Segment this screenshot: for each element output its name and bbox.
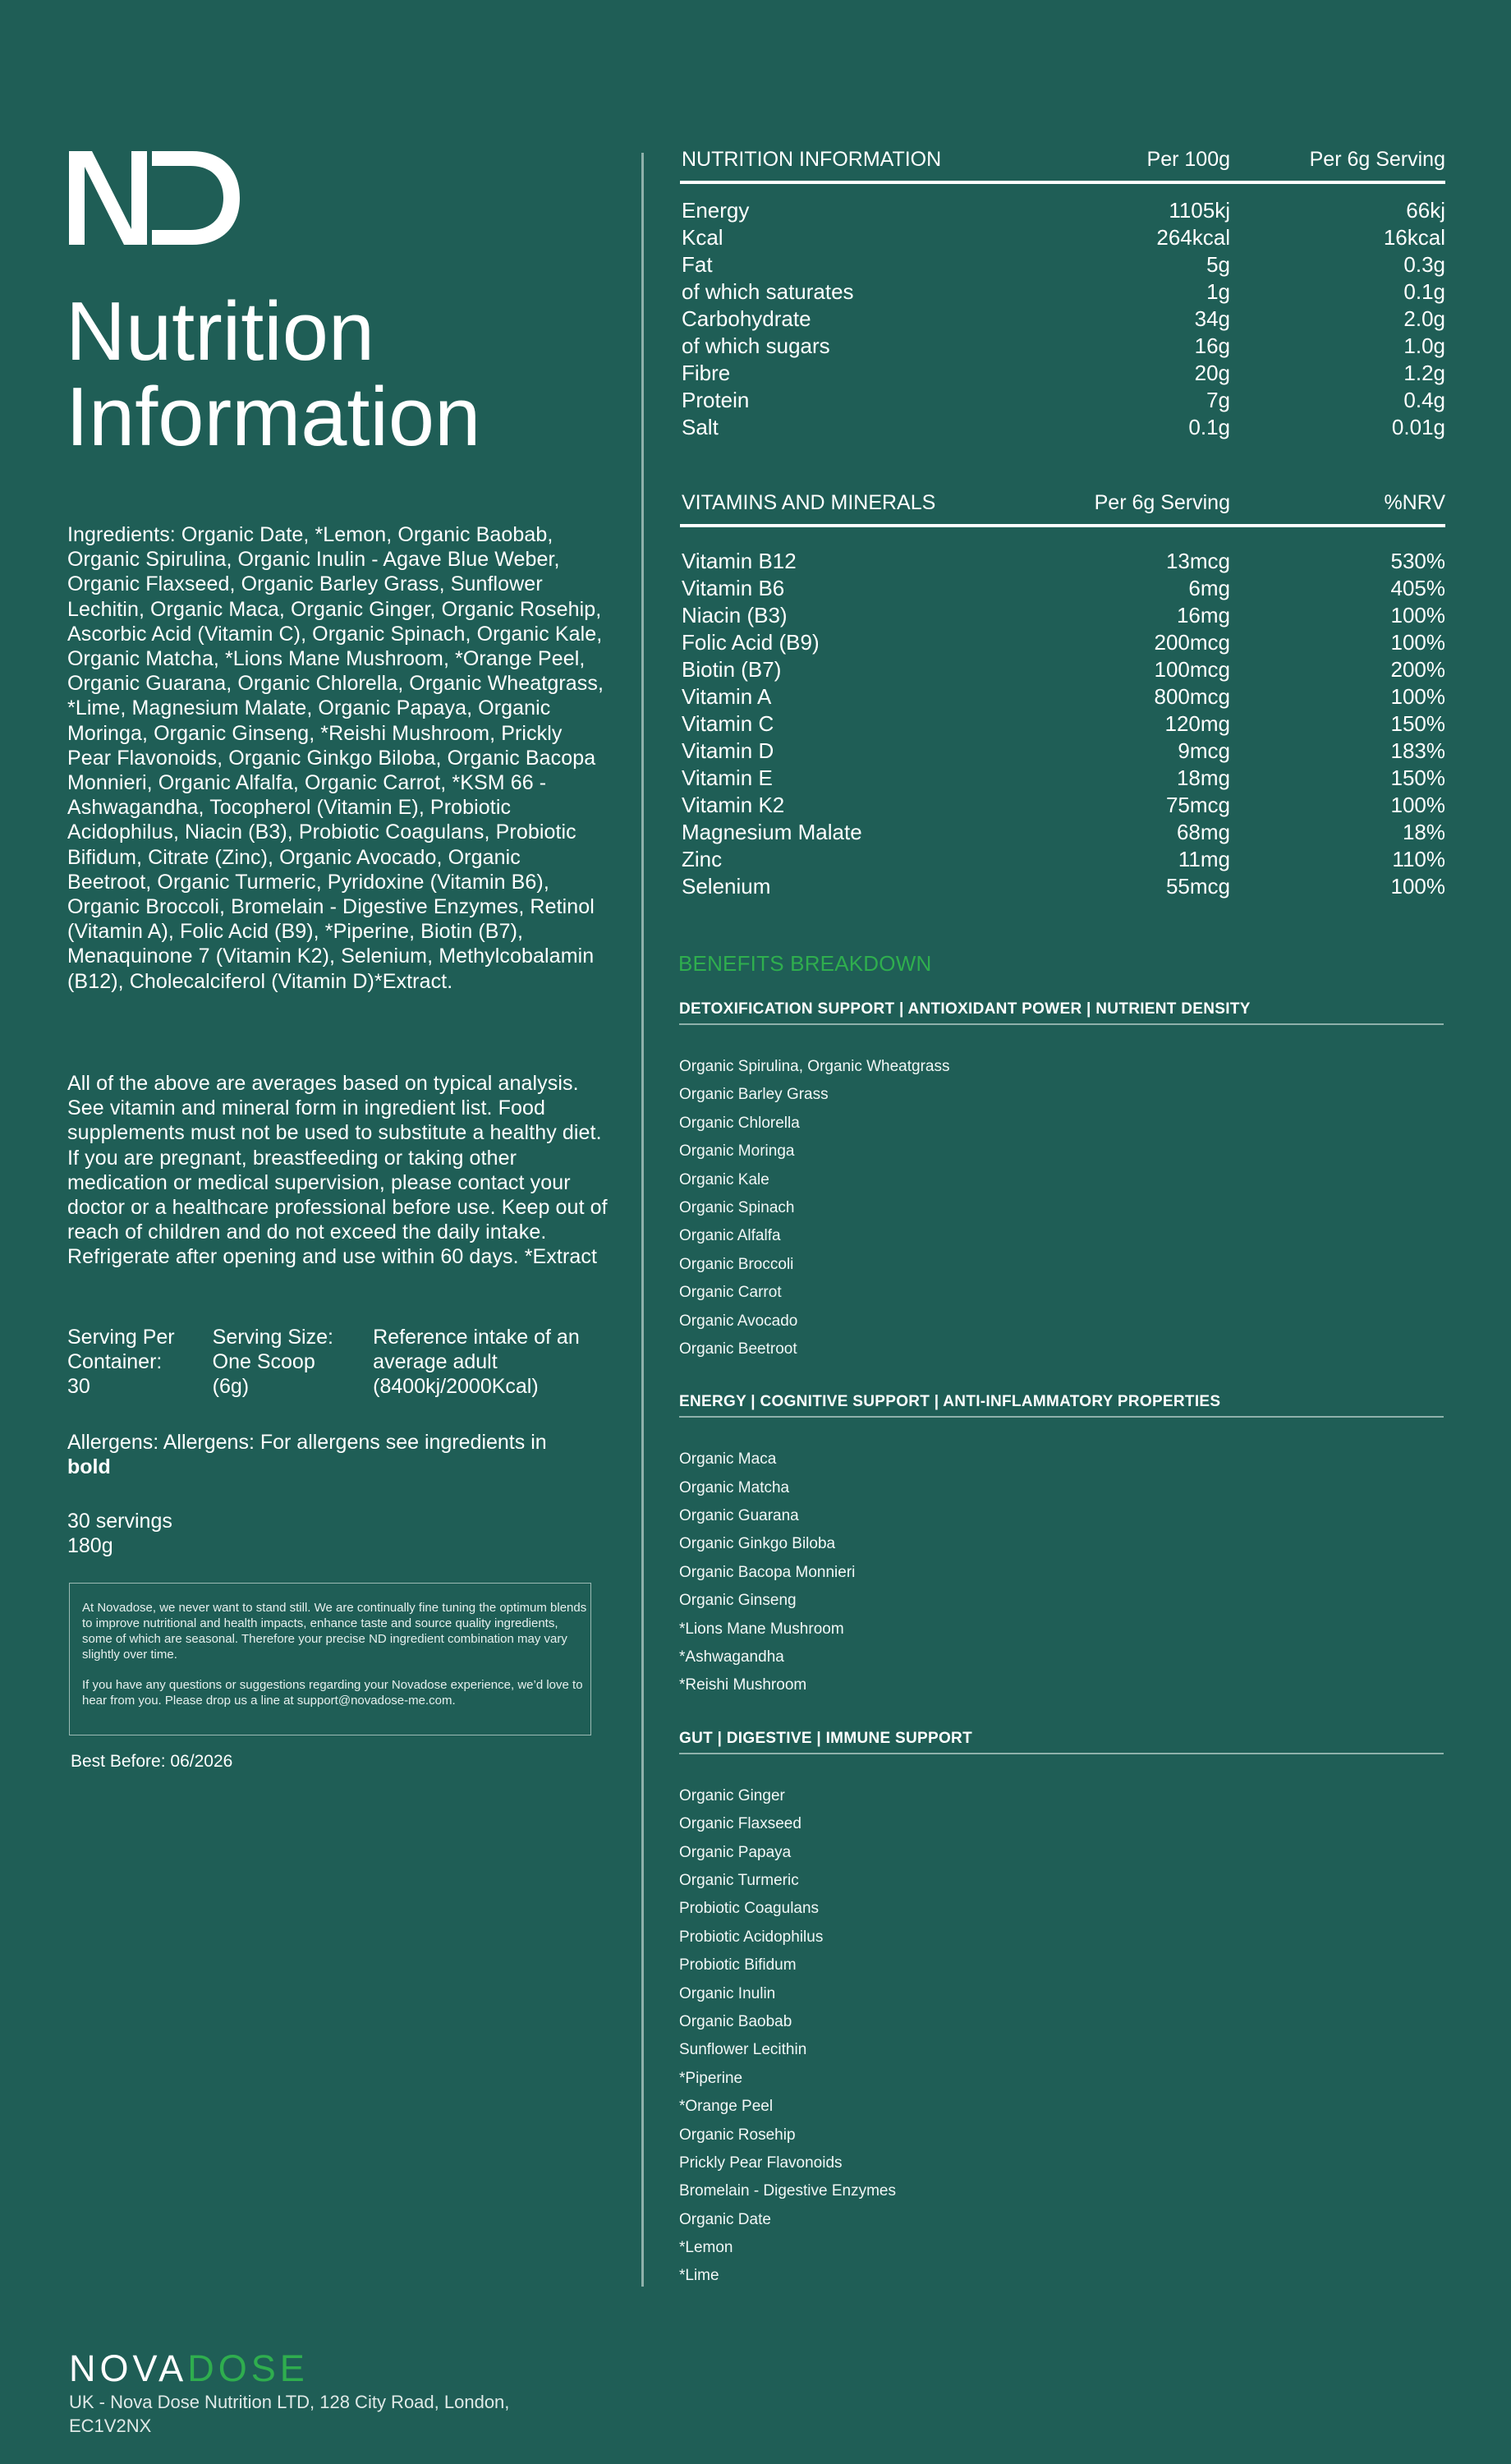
row-label: Vitamin A: [682, 684, 772, 709]
benefit-item: Organic Chlorella: [679, 1114, 800, 1132]
nd-logo: [69, 151, 240, 245]
benefit-item: Organic Flaxseed: [679, 1815, 801, 1833]
net-weight: 180g: [67, 1534, 113, 1558]
ingredients-text: Ingredients: Organic Date, *Lemon, Organic Baobab, Organic Spirulina, Organic Inulin - Agave Blue Weber, Organic Flaxseed, Organic Barley Grass, Sunflower Lechitin, Organic Maca, Organic Ginger, Organic Rosehip, Ascorbic Acid (Vitamin C), Organic Spinach, Organic Kale, Organic Matcha, *Lions Mane Mushroom, *Orange Peel, Organic Guarana, Organic Chlorella, Organic Wheatgrass, *Lime, Magnesium Malate, Organic Papaya, Organic Moringa, Organic Ginseng, *Reishi Mushroom, Prickly Pear Flavonoids, Organic Ginkgo Biloba, Organic Bacopa Monnieri, Organic Alfalfa, Organic Carrot, *KSM 66 - Ashwagandha, Tocopherol (Vitamin E), Probiotic Acidophilus, Niacin (B3), Probiotic Coagulans, Probiotic Bifidum, Citrate (Zinc), Organic Avocado, Organic Beetroot, Organic Turmeric, Pyridoxine (Vitamin B6), Organic Broccoli, Bromelain - Digestive Enzymes, Retinol (Vitamin A), Folic Acid (B9), *Piperine, Biotin (B7), Menaquinone 7 (Vitamin K2), Selenium, Methylcobalamin (B12), Cholecalciferol (Vitamin D)*Extract.: [67, 523, 604, 993]
benefit-item: Bromelain - Digestive Enzymes: [679, 2182, 896, 2200]
nutrition-row: [680, 306, 1445, 333]
vitamin-row: [680, 603, 1445, 630]
vitamin-row: [680, 684, 1445, 711]
row-label: Vitamin E: [682, 765, 773, 790]
row-value-1: 100mcg: [1154, 657, 1230, 682]
nutrition-row: [680, 388, 1445, 415]
servings-count: 30 servings: [67, 1510, 172, 1533]
row-value-2: 110%: [1392, 847, 1445, 871]
benefit-item: Probiotic Acidophilus: [679, 1928, 824, 1946]
row-value-2: 0.01g: [1391, 415, 1445, 439]
vitamin-row: [680, 847, 1445, 874]
row-value-2: 0.4g: [1403, 388, 1445, 412]
benefit-item: Organic Avocado: [679, 1312, 798, 1330]
vitamins-table: [680, 491, 1445, 901]
row-value-2: 1.2g: [1403, 361, 1445, 385]
benefit-item: Organic Date: [679, 2210, 771, 2228]
benefit-item: Organic Matcha: [679, 1478, 790, 1496]
benefit-item: *Ashwagandha: [679, 1648, 784, 1666]
nutrition-table: [680, 148, 1445, 442]
row-value-1: 1g: [1206, 279, 1230, 304]
row-value-2: 100%: [1390, 793, 1445, 817]
disclaimer-text: All of the above are averages based on typical analysis. See vitamin and mineral form in ingredient list. Food supplements must not be used to substitute a healthy diet. If you are pregnant, breastfeeding or taking other medication or medical supervision, please contact your doctor or a healthcare professional before use. Keep out of reach of children and do not exceed the daily intake. Refrigerate after opening and use within 60 days. *Extract: [67, 1072, 608, 1269]
benefit-item: *Lime: [679, 2267, 719, 2285]
vitamin-row: [680, 630, 1445, 657]
benefit-item: Organic Beetroot: [679, 1340, 797, 1358]
row-value-1: 7g: [1206, 388, 1230, 412]
wordmark-nova: NOVA: [69, 2347, 188, 2389]
benefit-item: Organic Inulin: [679, 1984, 776, 2002]
best-before: Best Before: 06/2026: [71, 1752, 233, 1771]
row-label: Salt: [682, 415, 719, 439]
row-value-1: 1105kj: [1169, 198, 1230, 223]
benefit-group: [678, 1000, 1444, 1363]
vitamin-row: [680, 549, 1445, 576]
benefit-item: Sunflower Lecithin: [679, 2041, 807, 2059]
row-value-1: 0.1g: [1188, 415, 1230, 439]
row-value-1: 34g: [1194, 306, 1230, 331]
benefit-item: Organic Guarana: [679, 1507, 799, 1525]
row-label: Zinc: [682, 847, 723, 871]
nutrition-row: [680, 415, 1445, 442]
benefit-item: Organic Spirulina, Organic Wheatgrass: [679, 1058, 950, 1075]
row-label: Vitamin C: [682, 711, 774, 736]
nutrition-table-header: [680, 148, 1445, 182]
benefit-item: *Piperine: [679, 2069, 743, 2087]
row-label: Niacin (B3): [682, 603, 788, 627]
vitamins-table-title: VITAMINS AND MINERALS: [682, 491, 936, 514]
row-value-1: 55mcg: [1165, 874, 1230, 899]
row-value-2: 183%: [1390, 738, 1445, 763]
nutrition-table-title: NUTRITION INFORMATION: [682, 148, 942, 171]
novadose-wordmark: [69, 2347, 309, 2389]
row-value-2: 100%: [1390, 874, 1445, 899]
row-value-1: 16g: [1194, 333, 1230, 358]
col-per-serving: Per 6g Serving: [1309, 148, 1445, 171]
benefit-item: *Reishi Mushroom: [679, 1676, 807, 1694]
benefits-title: BENEFITS BREAKDOWN: [678, 951, 932, 976]
row-label: Energy: [682, 198, 750, 223]
row-value-1: 16mg: [1176, 603, 1230, 627]
nutrition-row: [680, 333, 1445, 361]
row-value-1: 11mg: [1178, 847, 1230, 871]
benefit-item: Organic Baobab: [679, 2012, 792, 2030]
vitamin-row: [680, 874, 1445, 901]
notice-box: [69, 1583, 591, 1735]
row-label: Vitamin K2: [682, 793, 785, 817]
nutrition-row: [680, 252, 1445, 279]
row-value-2: 1.0g: [1403, 333, 1445, 358]
row-value-1: 5g: [1206, 252, 1230, 277]
pack-size: [67, 1509, 172, 1558]
benefit-item: *Lemon: [679, 2239, 733, 2257]
row-label: Fibre: [682, 361, 731, 385]
benefit-item: Organic Maca: [679, 1450, 777, 1469]
row-value-1: 20g: [1194, 361, 1230, 385]
allergens-bold-word: bold: [67, 1455, 111, 1479]
row-value-2: 150%: [1390, 711, 1445, 736]
allergens-statement: Allergens: Allergens: For allergens see ingredients in bold: [67, 1431, 547, 1479]
vitamin-row: [680, 793, 1445, 820]
row-label: of which saturates: [682, 279, 854, 304]
row-value-2: 66kj: [1406, 198, 1445, 223]
row-label: Protein: [682, 388, 750, 412]
vitamin-row: [680, 657, 1445, 684]
row-label: Magnesium Malate: [682, 820, 862, 844]
row-label: Selenium: [682, 874, 771, 899]
benefit-item: Prickly Pear Flavonoids: [679, 2154, 843, 2172]
row-value-2: 530%: [1390, 549, 1445, 573]
nutrition-row: [680, 279, 1445, 306]
benefit-item: Organic Kale: [679, 1170, 769, 1188]
nutrition-row: [680, 225, 1445, 252]
vitamin-row: [680, 765, 1445, 793]
row-value-2: 200%: [1390, 657, 1445, 682]
benefit-item: Organic Papaya: [679, 1843, 792, 1861]
row-value-1: 6mg: [1188, 576, 1230, 600]
header-rule: [680, 524, 1445, 527]
row-label: Biotin (B7): [682, 657, 782, 682]
vitamins-table-header: [680, 491, 1445, 526]
reference-intake: Reference intake of an average adult (8400kj/2000Kcal): [373, 1326, 580, 1399]
benefit-list: [678, 1053, 1444, 1363]
row-label: Vitamin D: [682, 738, 774, 763]
row-value-1: 18mg: [1176, 765, 1230, 790]
benefit-group: [678, 1393, 1444, 1700]
row-value-2: 16kcal: [1383, 225, 1445, 250]
benefit-item: *Lions Mane Mushroom: [679, 1620, 844, 1638]
notice-paragraph-2: If you have any questions or suggestions regarding your Novadose experience, we’d love to hear from you. Please drop us a line at support@novadose-me.com.: [82, 1678, 583, 1708]
row-value-1: 75mcg: [1165, 793, 1230, 817]
vitamin-row: [680, 738, 1445, 765]
benefit-item: Organic Moringa: [679, 1142, 795, 1161]
benefit-item: Organic Rosehip: [679, 2126, 796, 2144]
row-value-2: 100%: [1390, 630, 1445, 655]
benefit-item: Organic Broccoli: [679, 1255, 794, 1273]
row-label: Fat: [682, 252, 713, 277]
serving-size: Serving Size: One Scoop (6g): [212, 1326, 333, 1399]
row-value-2: 405%: [1390, 576, 1445, 600]
nutrition-row: [680, 361, 1445, 388]
benefit-item: Organic Barley Grass: [679, 1086, 829, 1104]
col-per-100g: Per 100g: [1146, 148, 1230, 171]
row-value-1: 120mg: [1164, 711, 1230, 736]
row-value-2: 2.0g: [1403, 306, 1445, 331]
wordmark-dose: DOSE: [187, 2347, 309, 2389]
benefit-item: Organic Spinach: [679, 1198, 795, 1216]
row-value-2: 100%: [1390, 603, 1445, 627]
benefit-group: [678, 1730, 1444, 2291]
benefit-item: Organic Turmeric: [679, 1871, 799, 1889]
notice-paragraph-1: At Novadose, we never want to stand still. We are continually fine tuning the optimum blends to improve nutritional and health impacts, enhance taste and source quality ingredients, some of which are seasonal. Therefore your precise ND ingredient combination may vary slightly over time.: [82, 1601, 587, 1662]
company-address: UK - Nova Dose Nutrition LTD, 128 City Road, London, EC1V2NX: [69, 2392, 510, 2436]
benefit-item: Organic Ginger: [679, 1786, 785, 1804]
serving-info: [67, 1325, 609, 1400]
column-divider: [641, 153, 644, 2287]
row-value-2: 0.3g: [1403, 252, 1445, 277]
benefit-item: Organic Alfalfa: [679, 1227, 781, 1245]
benefit-group-heading: DETOXIFICATION SUPPORT | ANTIOXIDANT POWER | NUTRIENT DENSITY: [679, 1000, 1444, 1025]
nutrition-row: [680, 198, 1445, 225]
col-per-serving: Per 6g Serving: [1094, 491, 1230, 514]
page-title: [66, 286, 481, 463]
row-value-1: 200mcg: [1154, 630, 1230, 655]
row-value-2: 18%: [1402, 820, 1445, 844]
row-value-1: 9mcg: [1178, 738, 1230, 763]
row-value-2: 0.1g: [1403, 279, 1445, 304]
row-label: Folic Acid (B9): [682, 630, 820, 655]
row-label: Kcal: [682, 225, 723, 250]
title-line-1: Nutrition: [66, 286, 375, 378]
row-value-2: 150%: [1390, 765, 1445, 790]
row-value-1: 68mg: [1176, 820, 1230, 844]
row-value-1: 264kcal: [1156, 225, 1230, 250]
benefit-group-heading: ENERGY | COGNITIVE SUPPORT | ANTI-INFLAMMATORY PROPERTIES: [679, 1393, 1444, 1418]
row-label: Vitamin B12: [682, 549, 797, 573]
vitamin-row: [680, 820, 1445, 847]
benefit-item: Organic Ginkgo Biloba: [679, 1535, 836, 1553]
benefit-item: Organic Bacopa Monnieri: [679, 1563, 856, 1581]
title-line-2: Information: [66, 371, 481, 463]
row-value-2: 100%: [1390, 684, 1445, 709]
benefits-breakdown: [678, 951, 1444, 2320]
vitamin-row: [680, 576, 1445, 603]
benefit-item: Organic Ginseng: [679, 1592, 797, 1610]
row-value-1: 13mcg: [1165, 549, 1230, 573]
benefit-item: Probiotic Coagulans: [679, 1900, 820, 1918]
benefit-list: [678, 1446, 1444, 1700]
vitamin-row: [680, 711, 1445, 738]
servings-per-container: Serving Per Container: 30: [67, 1326, 175, 1399]
benefit-item: *Orange Peel: [679, 2098, 774, 2116]
benefit-group-heading: GUT | DIGESTIVE | IMMUNE SUPPORT: [679, 1730, 1444, 1754]
row-label: of which sugars: [682, 333, 830, 358]
benefit-list: [678, 1782, 1444, 2291]
benefit-item: Organic Carrot: [679, 1284, 782, 1302]
col-nrv: %NRV: [1384, 491, 1445, 514]
row-label: Vitamin B6: [682, 576, 785, 600]
row-label: Carbohydrate: [682, 306, 811, 331]
header-rule: [680, 181, 1445, 184]
row-value-1: 800mcg: [1154, 684, 1230, 709]
benefit-item: Probiotic Bifidum: [679, 1956, 797, 1974]
